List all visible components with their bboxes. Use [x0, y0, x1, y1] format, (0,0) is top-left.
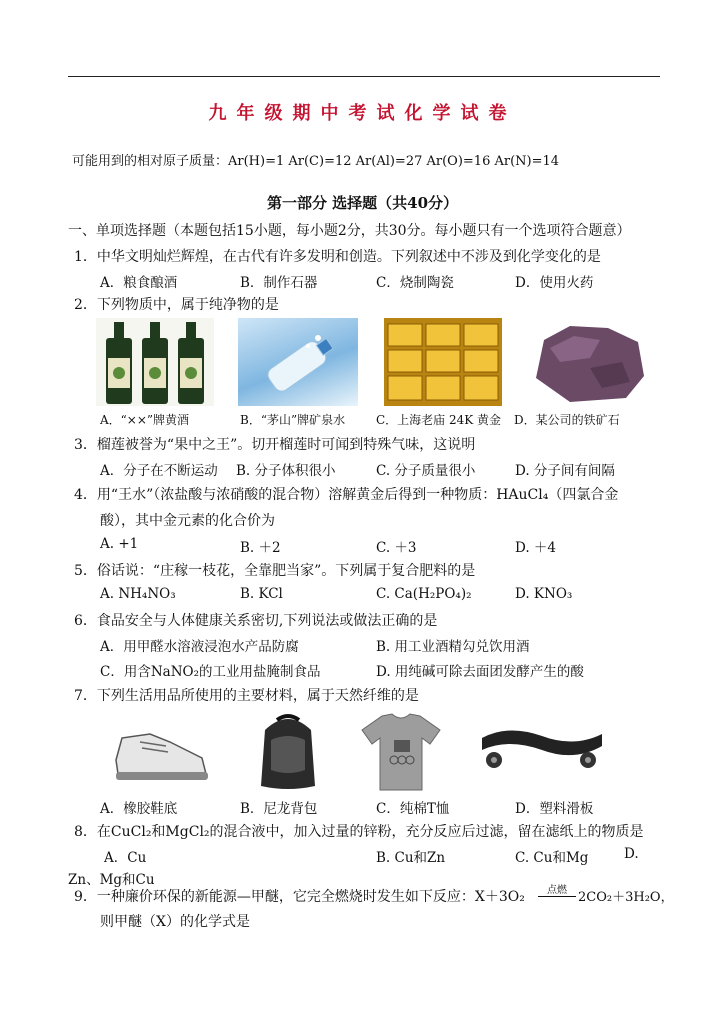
- q6-option-a: A．用甲醛水溶液浸泡水产品防腐: [100, 639, 299, 655]
- rubber-shoe-image: [110, 712, 210, 792]
- q5-option-b: B. KCl: [240, 586, 283, 602]
- q1-stem: 1．中华文明灿烂辉煌，在古代有许多发明和创造。下列叙述中不涉及到化学变化的是: [74, 249, 601, 265]
- q6-option-c: C．用含NaNO₂的工业用盐腌制食品: [100, 664, 321, 680]
- q8-option-c: C. Cu和Mg: [515, 850, 589, 866]
- q1-option-a: A．粮食酿酒: [100, 275, 178, 291]
- bottles-of-wine-image: [96, 318, 214, 406]
- q8-option-d-label: D.: [624, 846, 639, 862]
- q3-option-a: A．分子在不断运动: [100, 463, 218, 479]
- q7-option-b: B．尼龙背包: [240, 801, 318, 817]
- q9-reaction-condition: 点燃: [538, 881, 576, 897]
- q8-option-a: A．Cu: [104, 850, 147, 866]
- q8-stem: 8．在CuCl₂和MgCl₂的混合液中，加入过量的锌粉，充分反应后过滤，留在滤纸上的物质是: [74, 824, 644, 840]
- q5-option-a: A. NH₄NO₃: [100, 586, 176, 602]
- q4-option-c: C. ＋3: [376, 540, 417, 556]
- q5-option-c: C. Ca(H₂PO₄)₂: [376, 586, 472, 602]
- atomic-masses: 可能用到的相对原子质量：Ar(H)=1 Ar(C)=12 Ar(Al)=27 Ar(O)=16 Ar(N)=14: [72, 154, 560, 169]
- q2-option-b: B．“茅山”牌矿泉水: [240, 413, 346, 427]
- cotton-tshirt-image: [360, 710, 442, 792]
- q2-option-c: C．上海老庙 24K 黄金: [376, 413, 502, 427]
- q4-option-d: D. ＋4: [515, 540, 557, 556]
- gold-bars-image: [384, 318, 502, 406]
- section-instructions: 一、单项选择题（本题包括15小题，每小题2分，共30分。每小题只有一个选项符合题意）: [68, 223, 631, 239]
- q2-option-a: A．“××”牌黄酒: [100, 413, 190, 427]
- q7-option-a: A．橡胶鞋底: [100, 801, 178, 817]
- q5-stem: 5．俗话说：“庄稼一枝花，全靠肥当家”。下列属于复合肥料的是: [74, 563, 476, 579]
- top-rule: [68, 76, 660, 77]
- q9-stem-line2: 则甲醚（X）的化学式是: [100, 914, 250, 930]
- q3-option-b: B. 分子体积很小: [236, 463, 336, 479]
- q7-stem: 7．下列生活用品所使用的主要材料，属于天然纤维的是: [74, 688, 419, 704]
- q8-option-d-text: Zn、Mg和Cu: [68, 872, 155, 888]
- q6-stem: 6．食品安全与人体健康关系密切,下列说法或做法正确的是: [74, 613, 438, 629]
- mineral-water-image: [238, 318, 358, 406]
- nylon-backpack-image: [255, 710, 321, 792]
- q9-products: 2CO₂＋3H₂O，: [578, 890, 674, 905]
- exam-title: 九年级期中考试化学试卷: [208, 103, 517, 124]
- q8-option-b: B. Cu和Zn: [376, 850, 446, 866]
- q3-option-d: D. 分子间有间隔: [515, 463, 615, 479]
- q7-option-c: C．纯棉T恤: [376, 801, 450, 817]
- q4-stem-line2: 酸），其中金元素的化合价为: [100, 513, 275, 529]
- q3-stem: 3．榴莲被誉为“果中之王”。切开榴莲时可闻到特殊气味，这说明: [74, 437, 476, 453]
- q4-option-b: B. ＋2: [240, 540, 281, 556]
- part-heading: 第一部分 选择题（共40分）: [266, 194, 459, 212]
- iron-ore-image: [530, 318, 648, 406]
- q9-stem: 9．一种廉价环保的新能源—甲醚，它完全燃烧时发生如下反应：X＋3O₂: [74, 889, 525, 905]
- q2-option-d: D．某公司的铁矿石: [514, 413, 620, 427]
- q6-option-d: D. 用纯碱可除去面团发酵产生的酸: [376, 664, 584, 680]
- q1-option-d: D．使用火药: [515, 275, 594, 291]
- q5-option-d: D. KNO₃: [515, 586, 573, 602]
- q4-option-a: A. +1: [100, 536, 139, 552]
- q1-option-b: B．制作石器: [240, 275, 318, 291]
- q4-stem-line1: 4．用“王水”（浓盐酸与浓硝酸的混合物）溶解黄金后得到一种物质：HAuCl₄（四氯合金: [74, 487, 619, 503]
- q7-option-d: D．塑料滑板: [515, 801, 594, 817]
- plastic-skateboard-image: [478, 716, 606, 778]
- q1-option-c: C．烧制陶瓷: [376, 275, 454, 291]
- q2-stem: 2．下列物质中，属于纯净物的是: [74, 297, 279, 313]
- q6-option-b: B. 用工业酒精勾兑饮用酒: [376, 639, 530, 655]
- q3-option-c: C. 分子质量很小: [376, 463, 476, 479]
